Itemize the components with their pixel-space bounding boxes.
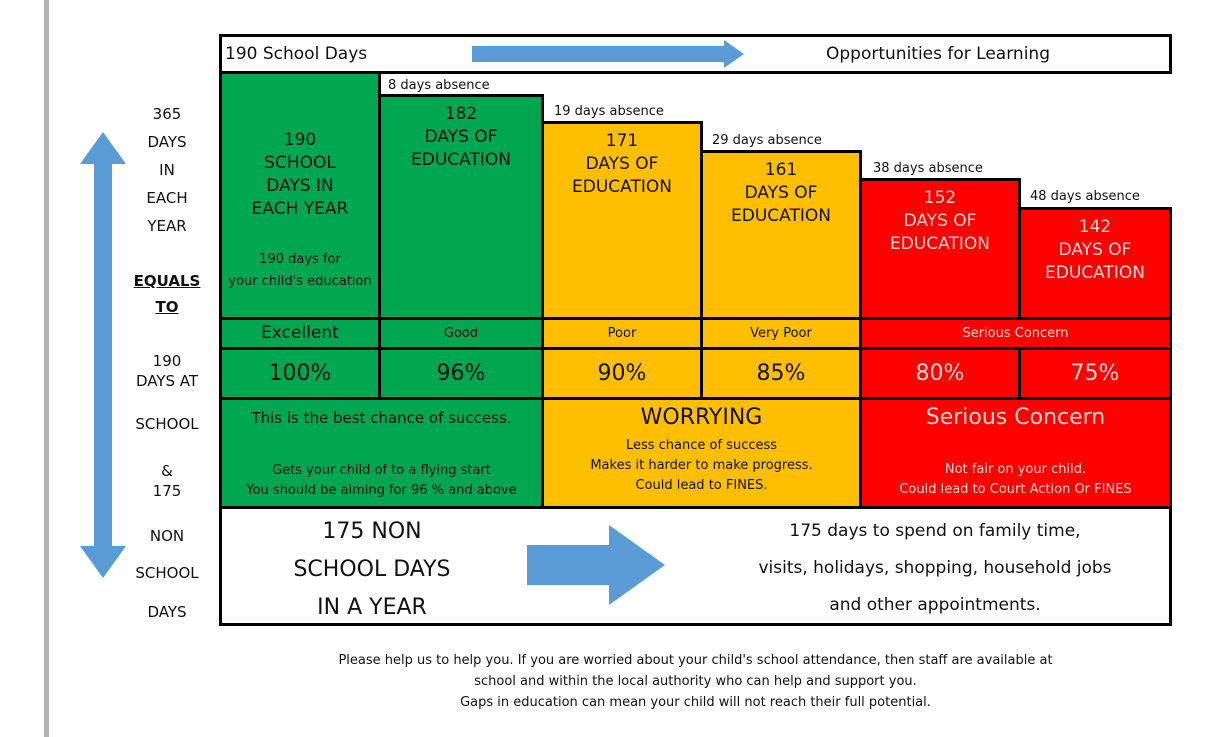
non-school-line1: 175 NON	[322, 519, 422, 544]
percent-96	[378, 347, 544, 400]
non-school-right-line3: and other appointments.	[829, 595, 1041, 615]
column-line1: DAYS OF	[1058, 240, 1132, 260]
side-label-each: EACH	[146, 189, 188, 207]
message-line2: You should be aiming for 96 % and above	[246, 483, 517, 498]
column-line3: EACH YEAR	[251, 199, 349, 219]
non-school-left	[242, 513, 502, 627]
right-arrow-icon	[472, 40, 747, 68]
message-line1: Gets your child of to a flying start	[272, 463, 491, 478]
side-label-190: 190	[152, 352, 182, 370]
message-line2: Could lead to Court Action Or FINES	[899, 482, 1132, 497]
column-171-days	[541, 121, 703, 320]
message-line3: Could lead to FINES.	[635, 478, 768, 493]
side-label-days-2: DAYS	[147, 603, 187, 621]
column-142-days	[1018, 207, 1172, 320]
percent-label: 100%	[268, 361, 332, 386]
percent-75	[1018, 347, 1172, 400]
side-label-175: 175	[152, 482, 182, 500]
absence-label: 19 days absence	[554, 104, 664, 119]
side-label-school: SCHOOL	[135, 415, 199, 433]
message-green	[219, 397, 544, 509]
percent-80	[859, 347, 1021, 400]
non-school-right	[700, 513, 1170, 624]
column-line2: EDUCATION	[411, 150, 511, 170]
rating-label: Excellent	[261, 323, 339, 343]
absence-label: 8 days absence	[388, 78, 490, 93]
footer-note	[219, 650, 1172, 713]
message-amber	[541, 397, 862, 509]
column-190-days	[219, 71, 381, 320]
non-school-right-line1: 175 days to spend on family time,	[789, 521, 1081, 541]
rating-serious-concern	[859, 317, 1172, 350]
column-number: 182	[444, 104, 478, 124]
column-line2: EDUCATION	[890, 234, 990, 254]
column-number: 142	[1078, 217, 1112, 237]
absence-label: 38 days absence	[873, 161, 983, 176]
side-label-non: NON	[149, 527, 185, 545]
non-school-line3: IN A YEAR	[317, 595, 427, 620]
right-arrow-icon	[527, 525, 667, 605]
column-line1: SCHOOL	[264, 153, 336, 173]
column-number: 190	[283, 130, 317, 150]
side-label-365: 365	[152, 105, 182, 123]
column-note1: 190 days for	[259, 252, 341, 267]
message-line2: Makes it harder to make progress.	[590, 458, 813, 473]
rating-label: Very Poor	[750, 326, 812, 341]
percent-label: 75%	[1070, 361, 1120, 386]
absence-label: 48 days absence	[1030, 189, 1140, 204]
non-school-right-line2: visits, holidays, shopping, household jobs	[758, 558, 1112, 578]
column-line2: DAYS IN	[266, 176, 334, 196]
percent-label: 80%	[915, 361, 965, 386]
side-label-school-2: SCHOOL	[135, 564, 199, 582]
footer-line1: Please help us to help you. If you are worried about your child's school attendance, then staff are available at	[338, 653, 1053, 668]
rating-excellent	[219, 317, 381, 350]
percent-label: 96%	[436, 361, 486, 386]
side-label-to: TO	[155, 298, 179, 316]
column-number: 171	[605, 131, 639, 151]
header-bar	[219, 34, 1172, 74]
footer-line2: school and within the local authority who can help and support you.	[474, 674, 917, 689]
rating-poor	[541, 317, 703, 350]
side-label-year: YEAR	[147, 217, 187, 235]
column-line2: EDUCATION	[731, 206, 831, 226]
rating-very-poor	[700, 317, 862, 350]
message-line1: Less chance of success	[625, 438, 778, 453]
percent-label: 85%	[756, 361, 806, 386]
side-label-in: IN	[159, 161, 175, 179]
rating-good	[378, 317, 544, 350]
side-label-ampersand: &	[161, 462, 173, 480]
absence-label: 29 days absence	[712, 133, 822, 148]
percent-100	[219, 347, 381, 400]
rating-label: Serious Concern	[962, 326, 1069, 341]
message-title: WORRYING	[640, 405, 763, 430]
column-line2: EDUCATION	[572, 177, 672, 197]
column-line1: DAYS OF	[744, 183, 818, 203]
column-line1: DAYS OF	[585, 154, 659, 174]
vertical-double-arrow-icon	[78, 132, 128, 578]
header-right-label: Opportunities for Learning	[826, 44, 1050, 64]
left-margin-bar	[44, 0, 49, 737]
column-line1: DAYS OF	[424, 127, 498, 147]
column-152-days	[859, 178, 1021, 320]
non-school-line2: SCHOOL DAYS	[293, 557, 451, 582]
column-161-days	[700, 150, 862, 320]
column-note2: your child's education	[228, 274, 372, 289]
message-title: Serious Concern	[925, 405, 1106, 430]
side-label-equals: EQUALS	[133, 272, 201, 290]
side-label-days: DAYS	[147, 133, 187, 151]
non-school-days-box	[219, 506, 1172, 626]
footer-line3: Gaps in education can mean your child will not reach their full potential.	[460, 695, 931, 710]
column-line2: EDUCATION	[1045, 263, 1145, 283]
rating-label: Poor	[607, 326, 637, 341]
rating-label: Good	[443, 326, 479, 341]
message-line1: Not fair on your child.	[944, 462, 1087, 477]
header-left-label: 190 School Days	[225, 44, 368, 64]
percent-label: 90%	[597, 361, 647, 386]
message-red	[859, 397, 1172, 509]
message-title: This is the best chance of success.	[251, 409, 512, 427]
percent-90	[541, 347, 703, 400]
side-label-days-at: DAYS AT	[135, 372, 199, 390]
column-number: 161	[764, 160, 798, 180]
percent-85	[700, 347, 862, 400]
column-number: 152	[923, 188, 957, 208]
column-182-days	[378, 94, 544, 320]
column-line1: DAYS OF	[903, 211, 977, 231]
